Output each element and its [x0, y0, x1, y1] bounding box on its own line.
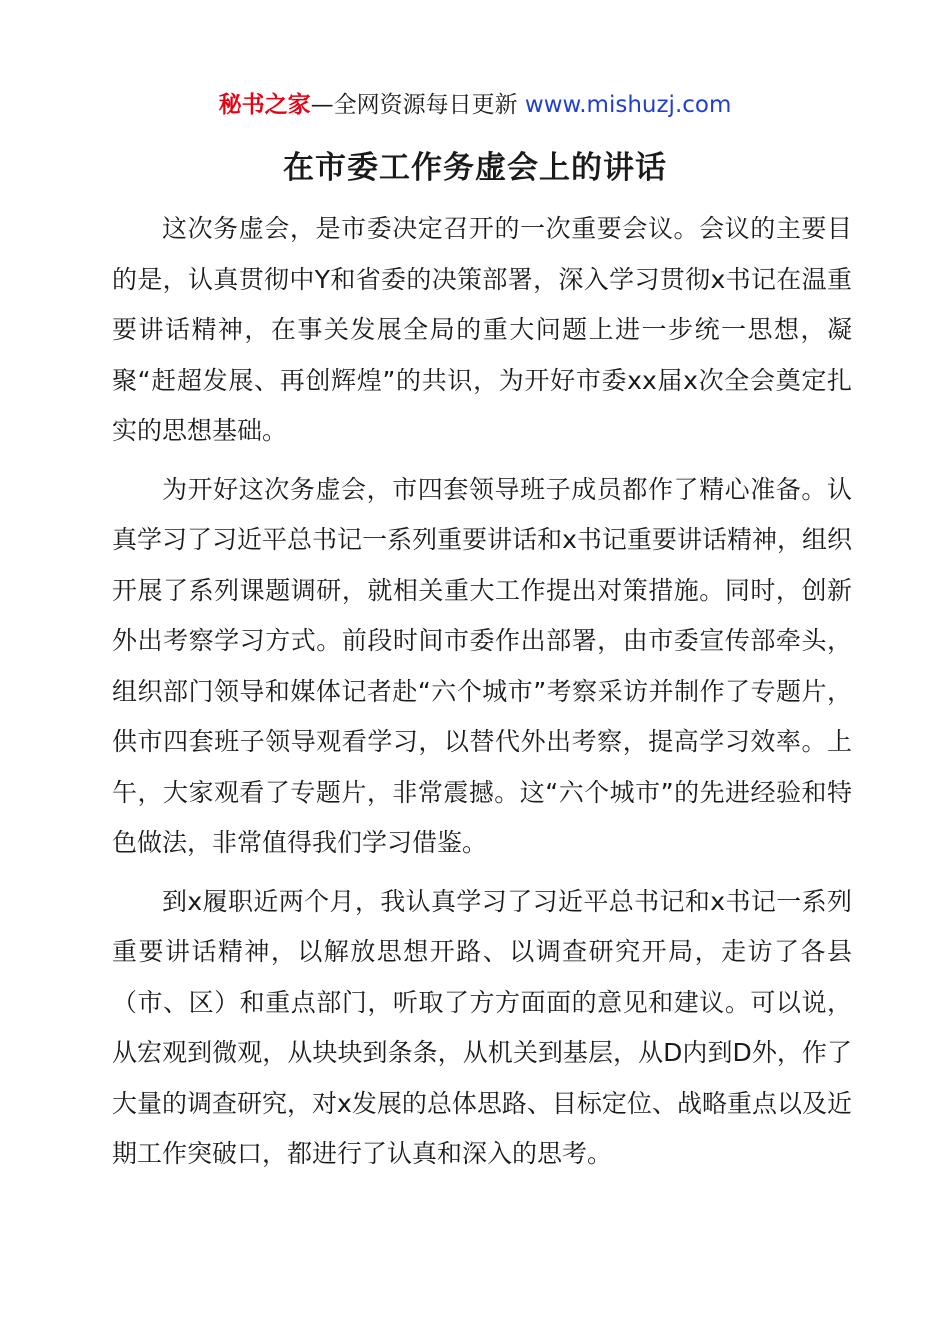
site-url-link[interactable]: www.mishuzj.com	[524, 92, 732, 118]
paragraph-2: 为开好这次务虚会，市四套领导班子成员都作了精心准备。认真学习了习近平总书记一系列重要讲话和x书记重要讲话精神，组织开展了系列课题调研，就相关重大工作提出对策措施。同时，创新外出考察学习方式。前段时间市委作出部署，由市委宣传部牵头，组织部门领导和媒体记者赴“六个城市”考察采访并制作了专题片，供市四套班子领导观看学习，以替代外出考察，提高学习效率。上午，大家观看了专题片，非常震撼。这“六个城市”的先进经验和特色做法，非常值得我们学习借鉴。	[112, 474, 852, 857]
site-brand: 秘书之家	[218, 92, 311, 118]
paragraph-1: 这次务虚会，是市委决定召开的一次重要会议。会议的主要目的是，认真贯彻中Y和省委的决策部署，深入学习贯彻x书记在温重要讲话精神，在事关发展全局的重大问题上进一步统一思想，凝聚“赶超发展、再创辉煌”的共识，为开好市委xx届x次全会奠定扎实的思想基础。	[112, 214, 852, 445]
document-title: 在市委工作务虚会上的讲话	[283, 150, 667, 186]
document-body	[112, 204, 852, 1188]
site-tagline: —全网资源每日更新	[310, 92, 525, 118]
paragraph-3: 到x履职近两个月，我认真学习了习近平总书记和x书记一系列重要讲话精神，以解放思想开路、以调查研究开局，走访了各县（市、区）和重点部门，听取了方方面面的意见和建议。可以说，从宏观到微观，从块块到条条，从机关到基层，从D内到D外，作了大量的调查研究，对x发展的总体思路、目标定位、战略重点以及近期工作突破口，都进行了认真和深入的思考。	[112, 886, 852, 1168]
site-header	[0, 88, 950, 122]
